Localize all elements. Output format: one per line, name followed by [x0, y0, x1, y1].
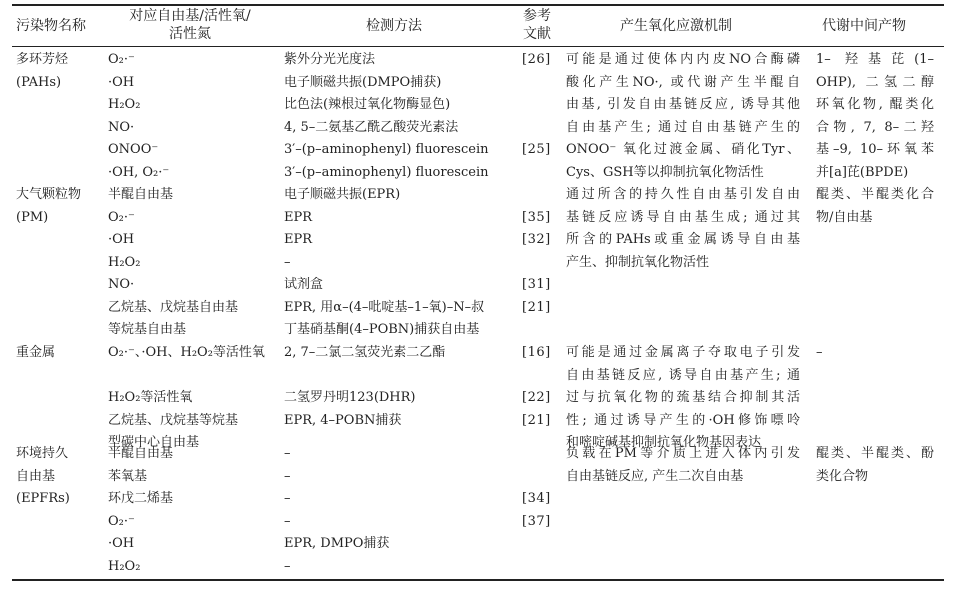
table-top-rule [12, 4, 944, 6]
mechanism-pm: 通过所含的持久性自由基引发自由 基链反应诱导自由基生成; 通过其 所含的PAHs或重金属诱导自由基 产生、抑制抗氧化物活性 [566, 187, 800, 270]
table-cell: – [284, 446, 291, 461]
radical-list-epfrs [108, 443, 173, 578]
table-cell: – [284, 491, 291, 506]
table-cell: H₂O₂ [108, 97, 141, 112]
table-cell: – [284, 468, 291, 484]
table-header-rule [12, 46, 944, 47]
table-cell: 乙烷基、戊烷基等烷基 [108, 412, 239, 428]
table-cell: O₂·⁻ [108, 52, 135, 67]
table-cell: O₂·⁻ [108, 513, 135, 529]
table-cell: EPR [284, 209, 313, 225]
header-mechanism: 产生氧化应激机制 [620, 18, 732, 34]
ref-list-epfrs: [34] [37] [522, 491, 551, 529]
table-cell: ·OH, O₂·⁻ [108, 164, 170, 180]
method-list-pahs [284, 49, 488, 184]
radical-list-pm [108, 184, 238, 342]
header-method: 检测方法 [366, 18, 422, 34]
table-cell: 丁基硝基酮(4–POBN)捕获自由基 [284, 322, 480, 337]
table-cell: 比色法(辣根过氧化物酶显色) [284, 97, 451, 112]
table-cell: H₂O₂ [108, 254, 141, 270]
metabolite-pm: 醌类、半醌类化合 物/自由基 [816, 187, 934, 225]
table-cell: EPR [284, 232, 313, 247]
table-cell: ·OH [108, 74, 135, 90]
table-cell: EPR, 用α–(4–吡啶基–1–氧)–N–叔 [284, 299, 485, 315]
header-metabolite: 代谢中间产物 [822, 18, 906, 34]
header-radical: 对应自由基/活性氧/ 活性氮 [129, 8, 251, 42]
table-cell: 电子顺磁共振(DMPO捕获) [284, 74, 442, 90]
mechanism-pahs: 可能是通过使体内内皮NO合酶磷 酸化产生NO·, 或代谢产生半醌自 由基, 引发自由基链反应, 诱导其他 自由基产生; 通过自由基链产生的 ONOO⁻ 氧化过渡金属、硝化Tyr、 Cys、GSH等以抑制抗氧化物活性 [566, 52, 800, 180]
method-list-epfrs [284, 443, 389, 578]
table-cell: 苯氧基 [108, 468, 148, 484]
table-cell: 二氢罗丹明123(DHR) [284, 390, 416, 405]
table-cell: 4, 5–二氨基乙酰乙酸荧光素法 [284, 119, 459, 135]
table-cell: EPR, 4–POBN捕获 [284, 412, 402, 428]
header-pollutant: 污染物名称 [16, 18, 86, 34]
metabolite-heavy-metal: – [816, 345, 823, 360]
table-cell: 等烷基自由基 [108, 322, 187, 337]
table-cell: O₂·⁻ [108, 209, 135, 225]
ref-list-pm: [35] [32] [31] [21] [522, 209, 551, 315]
radical-list-heavy-metal [108, 342, 265, 455]
mechanism-heavy-metal: 可能是通过金属离子夺取电子引发 自由基链反应, 诱导自由基产生; 通 过与抗氧化物的巯基结合抑制其活 性; 通过诱导产生的·OH修饰嘌呤 和嘧啶碱基抑制抗氧化物基因表达 [566, 345, 800, 450]
table-cell: H₂O₂等活性氧 [108, 390, 193, 405]
metabolite-epfrs: 醌类、半醌类、酚 类化合物 [816, 446, 934, 484]
table-cell: 型碳中心自由基 [108, 435, 200, 450]
method-list-pm [284, 184, 484, 342]
radical-list-pahs [108, 49, 169, 184]
table-cell: 环戊二烯基 [108, 491, 174, 506]
table-cell: – [284, 513, 291, 529]
pollutant-name-epfrs: 环境持久 自由基 (EPFRs) [16, 446, 70, 506]
metabolite-pahs: 1– 羟基芘(1– OHP), 二氢二醇 环氧化物, 醌类化 合物, 7, 8–二羟 基–9, 10–环氧苯 并[a]芘(BPDE) [816, 52, 934, 180]
table-cell: 半醌自由基 [108, 446, 174, 461]
table-cell: 2, 7–二氯二氢荧光素二乙酯 [284, 345, 446, 360]
pollutant-name-heavy-metal: 重金属 [16, 345, 56, 360]
table-cell: NO· [108, 119, 135, 135]
header-ref: 参考 文献 [523, 8, 551, 42]
table-cell: H₂O₂ [108, 558, 141, 574]
table-bottom-rule [12, 579, 944, 581]
table-cell: 紫外分光光度法 [284, 52, 376, 67]
table-cell: 电子顺磁共振(EPR) [284, 187, 401, 202]
table-cell: 3′–(p–aminophenyl) fluorescein [284, 164, 489, 180]
table-cell [284, 365, 445, 388]
table-cell: 3′–(p–aminophenyl) fluorescein [284, 142, 489, 157]
table-cell: EPR, DMPO捕获 [284, 536, 390, 551]
table-cell: O₂·⁻、·OH、H₂O₂等活性氧 [108, 345, 265, 360]
mechanism-epfrs: 负载在PM等介质上进入体内引发 自由基链反应, 产生二次自由基 [566, 446, 800, 484]
table-cell: ONOO⁻ [108, 142, 159, 157]
method-list-heavy-metal [284, 342, 445, 455]
table-cell: 试剂盒 [284, 277, 324, 292]
table-cell: ·OH [108, 536, 135, 551]
pollutant-name-pahs: 多环芳烃 (PAHs) [16, 52, 69, 90]
table-cell: NO· [108, 277, 135, 292]
ref-list-heavy-metal: [16] [22] [21] [522, 345, 551, 428]
table-cell: ·OH [108, 232, 135, 247]
table-cell: – [284, 558, 291, 574]
table-cell [108, 365, 265, 388]
table-cell: – [284, 254, 291, 270]
pollutant-name-pm: 大气颗粒物 (PM) [16, 187, 82, 225]
ref-list-pahs: [26] [25] [522, 52, 551, 157]
table-cell: 半醌自由基 [108, 187, 174, 202]
table-cell: 乙烷基、戊烷基自由基 [108, 299, 239, 315]
